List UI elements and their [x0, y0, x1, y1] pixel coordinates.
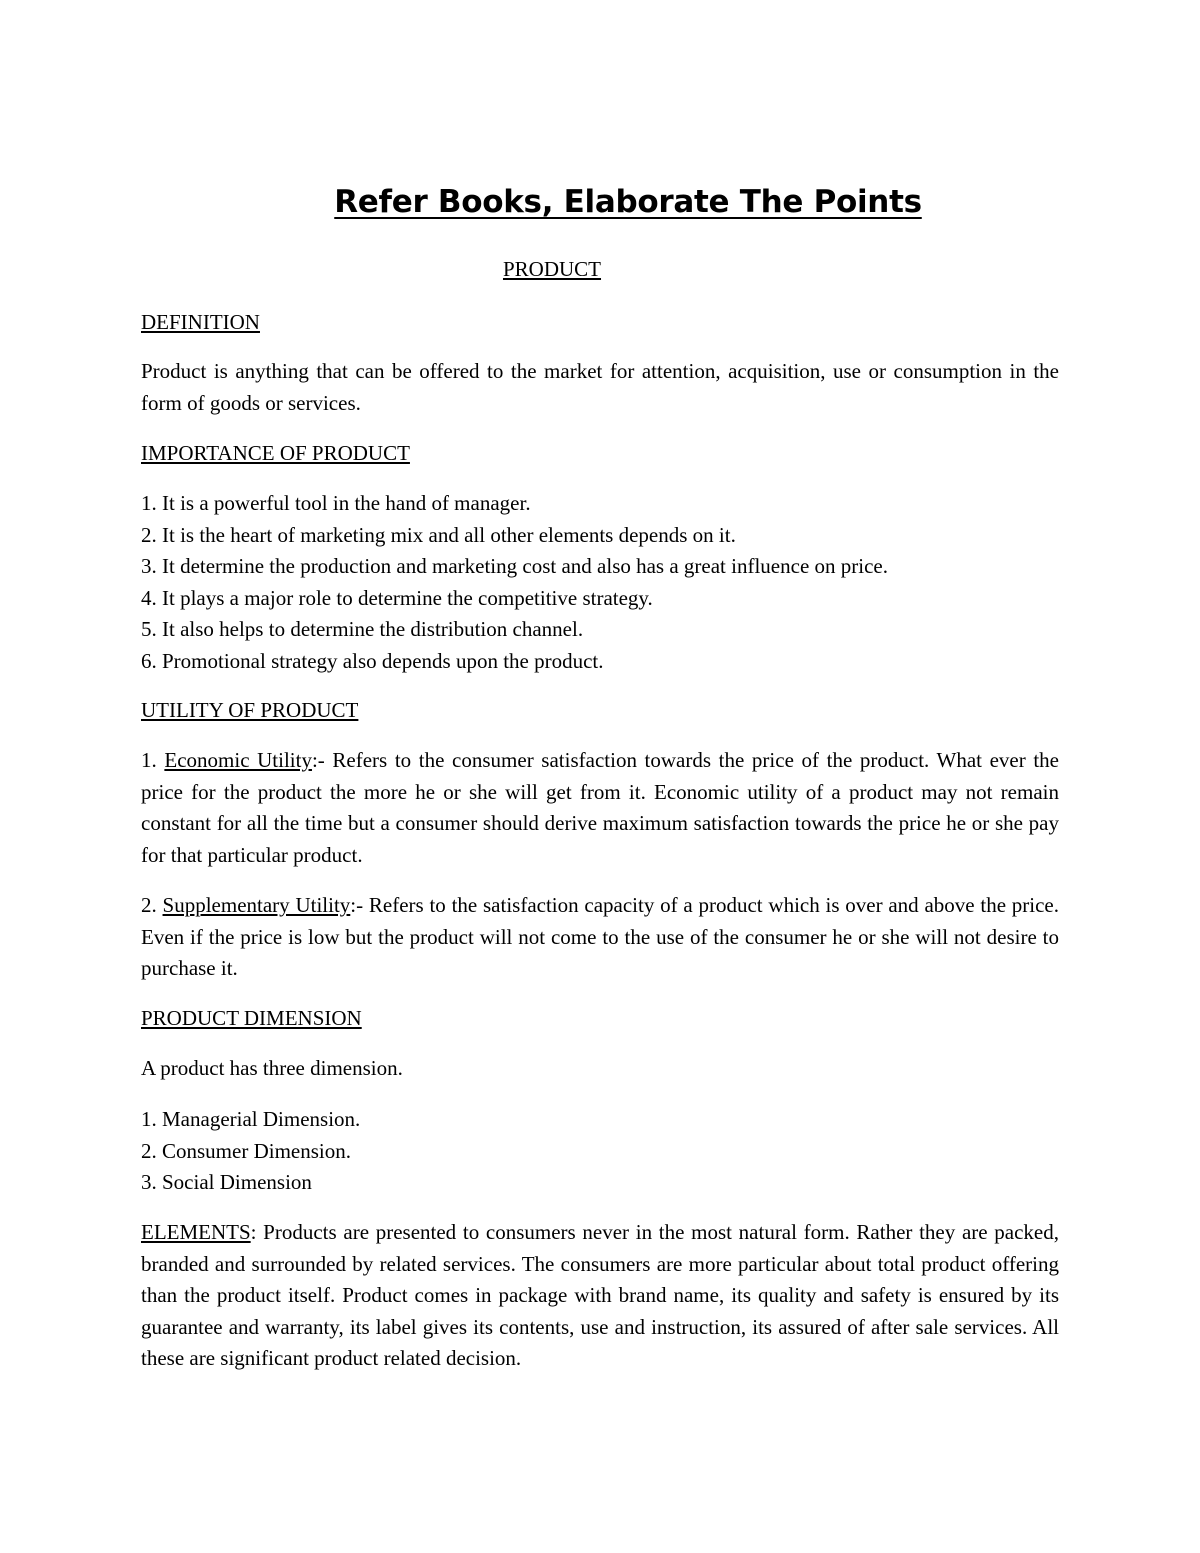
economic-utility-paragraph [141, 745, 1059, 871]
list-item: 3. It determine the production and marketing cost and also has a great influence on price. [141, 554, 888, 578]
list-item: 4. It plays a major role to determine the competitive strategy. [141, 585, 653, 610]
dimension-intro: A product has three dimension. [141, 1056, 403, 1080]
list-item: 3. Social Dimension [141, 1170, 312, 1194]
economic-utility-number: 1. [141, 748, 165, 772]
dimension-list [141, 1104, 1059, 1199]
utility-heading: UTILITY OF PRODUCT [141, 698, 359, 722]
list-item: 6. Promotional strategy also depends upon the product. [141, 648, 604, 673]
dimension-heading: PRODUCT DIMENSION [141, 1006, 362, 1030]
list-item: 5. It also helps to determine the distribution channel. [141, 617, 584, 641]
importance-heading: IMPORTANCE OF PRODUCT [141, 441, 410, 465]
supplementary-utility-paragraph [141, 890, 1059, 985]
list-item: 1. Managerial Dimension. [141, 1107, 361, 1131]
document-title: Refer Books, Elaborate The Points [334, 184, 922, 220]
economic-utility-text: :- Refers to the consumer satisfaction towards the price of the product. What ever the price for the product the more he or she will get from it. Economic utility of a product may not remain constant for all the time but a consumer should derive maximum satisfaction towards the price he or she pay for that particular product. [141, 748, 1060, 867]
economic-utility-term: Economic Utility [164, 748, 312, 772]
list-item: 1. It is a powerful tool in the hand of manager. [141, 491, 531, 515]
list-item: 2. Consumer Dimension. [141, 1138, 351, 1163]
definition-heading: DEFINITION [141, 310, 260, 334]
elements-paragraph [141, 1217, 1059, 1375]
supplementary-utility-term: Supplementary Utility [162, 893, 351, 917]
elements-text: : Products are presented to consumers never in the most natural form. Rather they are packed, branded and surrounded by related services. The consumers are more particular about total product offering than the product itself. Product comes in package with brand name, its quality and safety is ensured by its guarantee and warranty, its label gives its contents, use and instruction, its assured of after sale services. All these are significant product related decision. [141, 1220, 1059, 1370]
list-item: 2. It is the heart of marketing mix and all other elements depends on it. [141, 522, 736, 547]
section-title-product: PRODUCT [502, 257, 602, 281]
definition-text: Product is anything that can be offered to the market for attention, acquisition, use or consumption in the form of goods or services. [141, 359, 1059, 415]
elements-term: ELEMENTS [141, 1220, 251, 1244]
importance-list [141, 488, 1059, 677]
supplementary-utility-text: :- Refers to the satisfaction capacity of a product which is over and above the price. Even if the price is low but the product will not come to the use of the consumer he or she will not desire to purchase it. [141, 893, 1060, 980]
supplementary-utility-number: 2. [141, 893, 163, 917]
